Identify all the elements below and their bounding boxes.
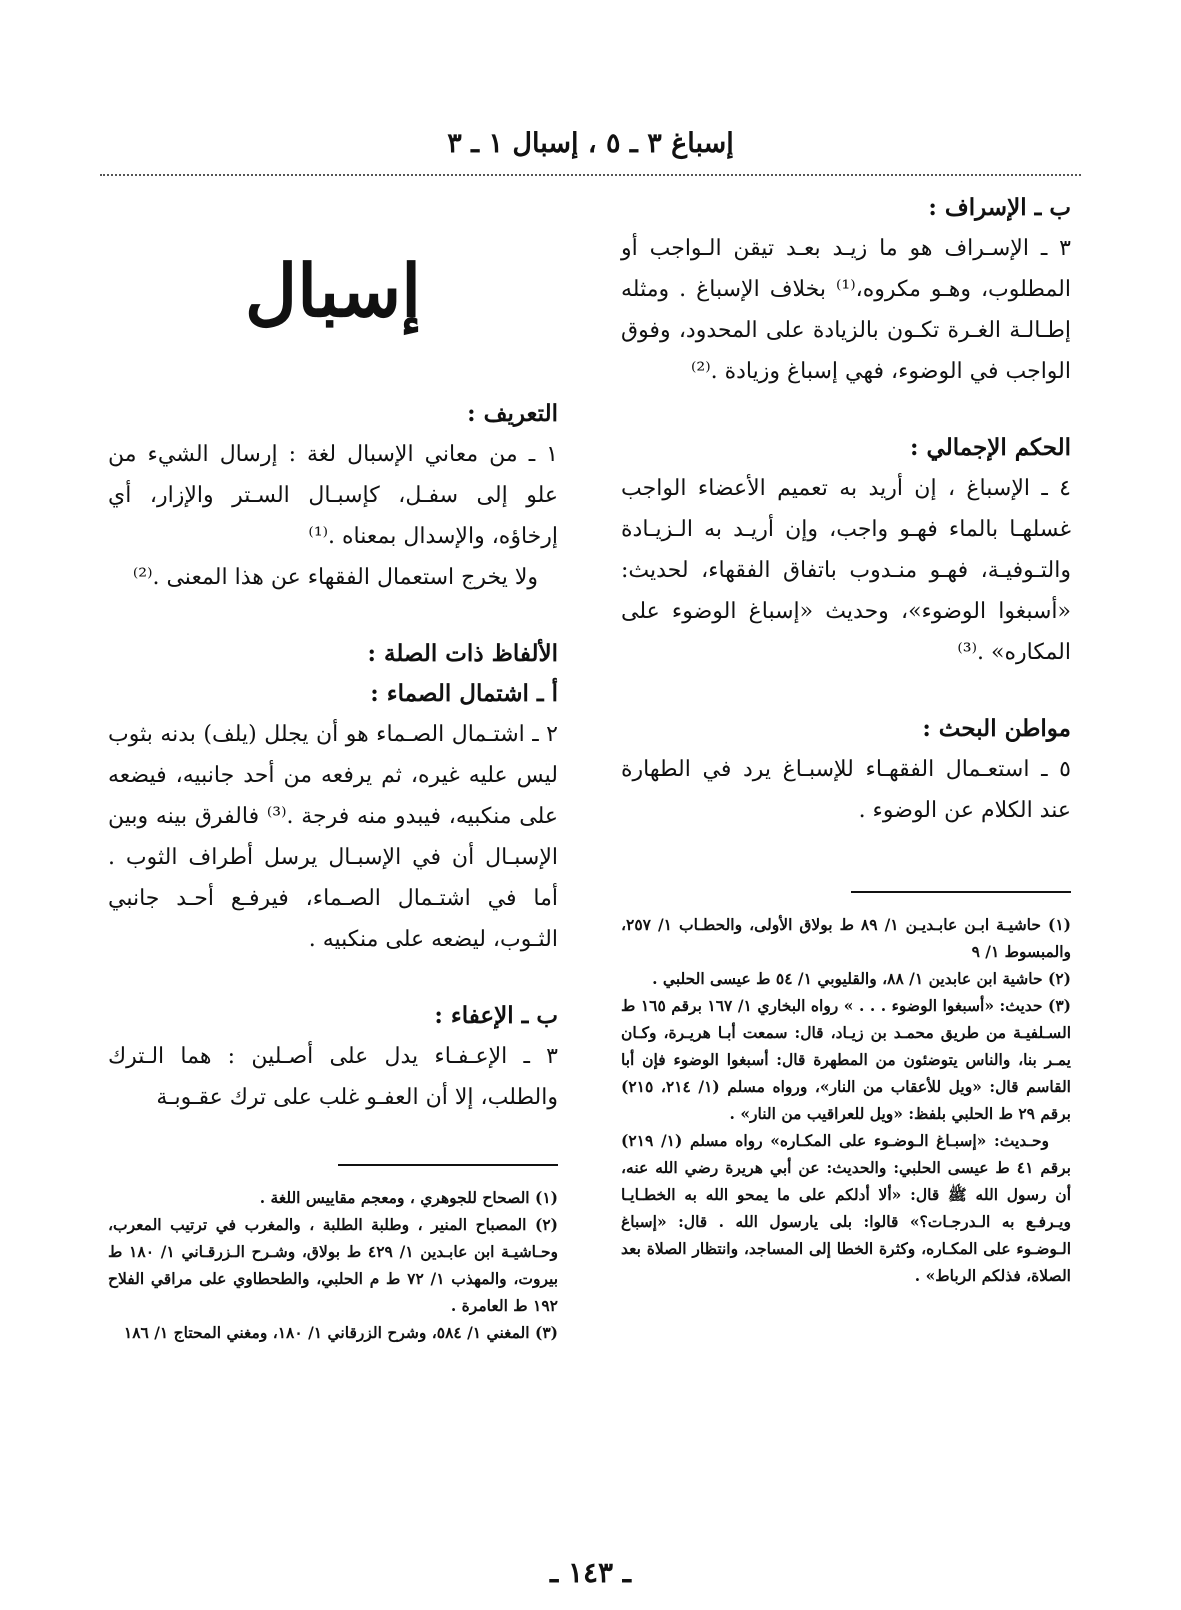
paragraph-israf: ٣ ـ الإسـراف هو ما زيـد بعـد تيقن الـواجب أو المطلوب، وهـو مكروه،⁽¹⁾ بخلاف الإسباغ . ومثله إطـالـة الغـرة تكـون بالزيادة على المحدود، وفوق الواجب في الوضوء، فهي إسباغ وزيادة .⁽²⁾	[621, 236, 1071, 384]
section-title-tarif: التعريف :	[467, 400, 558, 427]
footnote: (٢) المصباح المنير ، وطلبة الطلبة ، والمغرب في ترتيب المعرب، وحـاشيـة ابن عابـدين ١/ ٤٢٩ ط بولاق، وشـرح الـزرقـاني ١/ ١٨٠ ط بيروت، والمهذب ١/ ٧٢ ط م الحلبي، والطحطاوي على مراقي الفلاح ١٩٢ ط العامرة .	[108, 1215, 559, 1315]
right-column	[621, 188, 1071, 1289]
paragraph-mawatin: ٥ ـ استعـمال الفقهـاء للإسبـاغ يرد في الطهارة عند الكلام عن الوضوء .	[621, 757, 1071, 823]
article-title: إسبال	[244, 248, 422, 333]
paragraph-ishtimal: ٢ ـ اشتـمال الصـماء هو أن يجلل (يلف) بدنه بثوب ليس عليه غيره، ثم يرفعه من أحد جانبيه، فيضعه على منكبيه، فيبدو منه فرجة .⁽³⁾ فالفرق بينه وبين الإسبـال أن في الإسبـال يرسل أطراف الثوب . أما في اشتـمال الصـماء، فيرفـع أحـد جانبي الثـوب، ليضعه على منكبيه .	[108, 722, 558, 952]
subsection-title-ifaa: ب ـ الإعفاء :	[434, 1002, 558, 1029]
section-title-hukm: الحكم الإجمالي :	[910, 434, 1071, 461]
section-title-alfaz: الألفاظ ذات الصلة :	[367, 640, 558, 667]
header-divider	[100, 174, 1081, 176]
left-column	[108, 188, 558, 1346]
footnote: (٢) حاشية ابن عابدين ١/ ٨٨، والقليوبي ١/ ٥٤ ط عيسى الحلبي .	[652, 969, 1071, 988]
paragraph-tarif: ١ ـ من معاني الإسبال لغة : إرسال الشيء من علو إلى سفـل، كإسبـال السـتر والإزار، أي إرخاؤه، والإسدال بمعناه .⁽¹⁾	[108, 442, 558, 549]
footnote: (١) حاشيـة ابـن عابـديـن ١/ ٨٩ ط بولاق الأولى، والحطـاب ١/ ٢٥٧، والمبسوط ١/ ٩	[621, 915, 1071, 961]
footnote-divider	[338, 1164, 558, 1166]
paragraph-hukm: ٤ ـ الإسباغ ، إن أريد به تعميم الأعضاء الواجب غسلهـا بالماء فهـو واجب، وإن أريـد به الـزيـادة والتـوفيـة، فهـو منـدوب باتفاق الفقهاء، لحديث: «أسبغوا الوضوء»، وحديث «إسباغ الوضوء على المكاره» .⁽³⁾	[621, 476, 1071, 665]
page-number: ـ ١٤٣ ـ	[549, 1556, 632, 1589]
subsection-title-ishtimal: أ ـ اشتمال الصماء :	[370, 680, 558, 707]
section-title-mawatin: مواطن البحث :	[922, 715, 1071, 742]
footnote: (١) الصحاح للجوهري ، ومعجم مقاييس اللغة .	[259, 1188, 558, 1207]
footnote-divider	[851, 891, 1071, 893]
page-header: إسباغ ٣ ـ ٥ ، إسبال ١ ـ ٣	[447, 128, 734, 159]
footnote: (٣) المغني ١/ ٥٨٤، وشرح الزرقاني ١/ ١٨٠، ومغني المحتاج ١/ ١٨٦	[123, 1323, 558, 1342]
footnote: وحـديث: «إسبـاغ الـوضـوء على المكـاره» رواه مسلم (١/ ٢١٩) برقم ٤١ ط عيسى الحلبي: والحديث: عن أبي هريرة رضي الله عنه، أن رسول الله ﷺ قال: «ألا أدلكم على ما يمحو الله به الخطـايـا ويـرفـع به الـدرجـات؟» قالوا: بلى يارسول الله . قال: «إسباغ الـوضـوء على المكـاره، وكثرة الخطا إلى المساجد، وانتظار الصلاة بعد الصلاة، فذلكم الرباط» .	[621, 1131, 1071, 1285]
section-title-israf: ب ـ الإسراف :	[928, 194, 1071, 221]
footnote: (٣) حديث: «أسبغوا الوضوء . . . » رواه البخاري ١/ ١٦٧ برقم ١٦٥ ط السـلفيـة من طريق محمـد بن زيـاد، قال: سمعت أبـا هريـرة، وكـان يمـر بنا، والناس يتوضئون من المطهرة قال: أسبغوا الوضوء فإن أبا القاسم قال: «ويل للأعقاب من النار»، ورواه مسلم (١/ ٢١٤، ٢١٥) برقم ٢٩ ط الحلبي بلفظ: «ويل للعراقيب من النار» .	[621, 996, 1071, 1123]
paragraph-tarif-2: ولا يخرج استعمال الفقهاء عن هذا المعنى .⁽²⁾	[132, 565, 538, 590]
paragraph-ifaa: ٣ ـ الإعـفـاء يدل على أصـلين : هما الـترك والطلب، إلا أن العفـو غلب على ترك عقـوبـة	[108, 1044, 558, 1110]
